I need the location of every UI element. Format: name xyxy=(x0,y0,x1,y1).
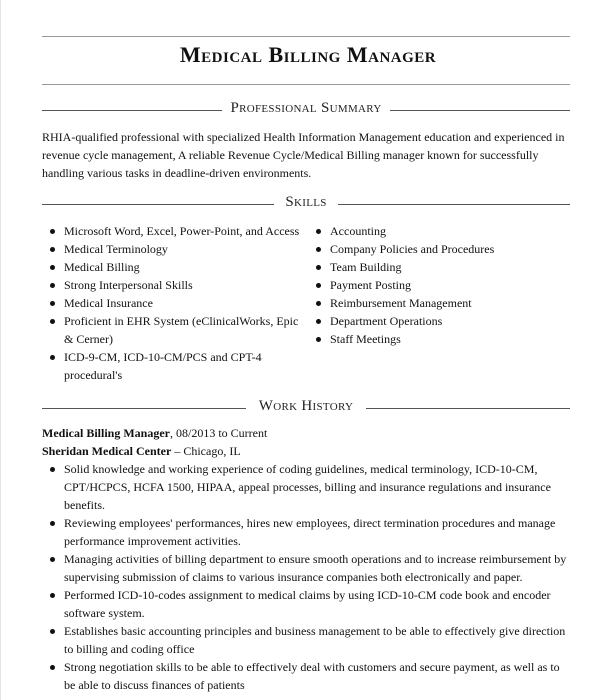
work-history-heading-label: Work History xyxy=(258,398,354,414)
skill-item: Accounting xyxy=(308,222,570,240)
duty-item: Strong negotiation skills to be able to effectively deal with customers and secure payment, as well as to be able to discuss finances of patients xyxy=(42,658,570,694)
skill-item: Medical Insurance xyxy=(42,294,310,312)
heading-rule-right xyxy=(390,110,570,111)
skills-heading xyxy=(42,194,570,214)
duty-item: Performed ICD-10-codes assignment to medical claims by using ICD-10-CM code book and encoder software system. xyxy=(42,586,570,622)
skill-item: Proficient in EHR System (eClinicalWorks, Epic & Cerner) xyxy=(42,312,310,348)
work-history-heading xyxy=(42,398,570,418)
skill-item: Payment Posting xyxy=(308,276,570,294)
summary-heading xyxy=(42,100,570,120)
skills-heading-label: Skills xyxy=(285,194,327,210)
employer-name: Sheridan Medical Center xyxy=(42,444,172,458)
skills-list-left xyxy=(42,222,310,384)
skill-item: Company Policies and Procedures xyxy=(308,240,570,258)
job-title: Medical Billing Manager xyxy=(42,426,170,440)
skill-item: Medical Billing xyxy=(42,258,310,276)
heading-rule-right xyxy=(338,204,570,205)
skill-item: Department Operations xyxy=(308,312,570,330)
skill-item: Medical Terminology xyxy=(42,240,310,258)
title-top-rule xyxy=(42,36,570,37)
employer-line xyxy=(42,442,241,460)
job-dates: , 08/2013 to Current xyxy=(170,426,268,440)
skill-item: Microsoft Word, Excel, Power-Point, and Access xyxy=(42,222,310,240)
duty-item: Managing activities of billing department to ensure smooth operations and to increase reimbursement by supervising submission of claims to various insurance companies both electronically and paper. xyxy=(42,550,570,586)
skill-item: Strong Interpersonal Skills xyxy=(42,276,310,294)
skill-item: Team Building xyxy=(308,258,570,276)
job-title-line xyxy=(42,424,267,442)
duty-item: Solid knowledge and working experience of coding guidelines, medical terminology, ICD-10-CM, CPT/HCPCS, HCFA 1500, HIPAA, appeal processes, billing and insurance regulations and insurance benefits. xyxy=(42,460,570,514)
title-bottom-rule xyxy=(42,84,570,85)
duty-item: Reviewing employees' performances, hires new employees, direct termination procedures and manage performance improvement activities. xyxy=(42,514,570,550)
summary-text: RHIA-qualified professional with specialized Health Information Management education and experienced in revenue cycle management, A reliable Revenue Cycle/Medical Billing manager known for successfully handling various tasks in deadline-driven environments. xyxy=(42,130,565,180)
skill-item: Staff Meetings xyxy=(308,330,570,348)
skill-item: ICD-9-CM, ICD-10-CM/PCS and CPT-4 procedural's xyxy=(42,348,310,384)
heading-rule-right xyxy=(366,408,570,409)
job-duties-list xyxy=(42,460,570,694)
summary-heading-label: Professional Summary xyxy=(230,100,382,116)
resume-title: Medical Billing Manager xyxy=(179,42,437,67)
skills-list-right xyxy=(308,222,570,348)
job-location: – Chicago, IL xyxy=(171,444,241,458)
skill-item: Reimbursement Management xyxy=(308,294,570,312)
duty-item: Establishes basic accounting principles and business management to be able to effectively give direction to billing and coding office xyxy=(42,622,570,658)
